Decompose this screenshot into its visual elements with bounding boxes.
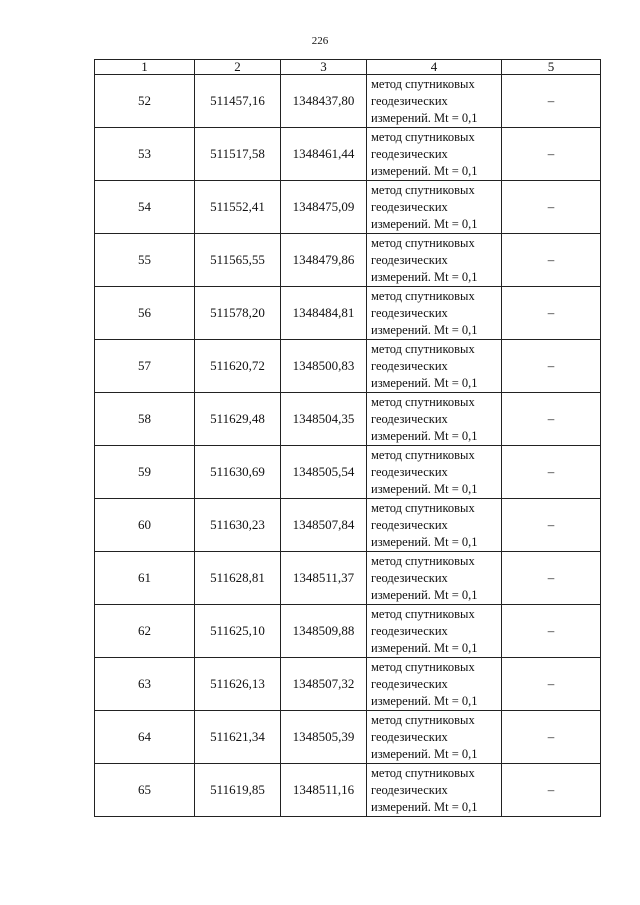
method-line: геодезических <box>371 358 448 373</box>
method-cell <box>367 658 502 711</box>
method-line: геодезических <box>371 517 448 532</box>
method-line: метод спутниковых <box>371 235 475 250</box>
x-coordinate-cell: 511517,58 <box>195 128 281 181</box>
method-cell <box>367 711 502 764</box>
note-cell: – <box>502 234 601 287</box>
method-line: геодезических <box>371 729 448 744</box>
x-coordinate-cell: 511565,55 <box>195 234 281 287</box>
method-line: метод спутниковых <box>371 129 475 144</box>
table-row <box>95 287 601 340</box>
method-line: измерений. Mt = 0,1 <box>371 110 478 125</box>
note-cell: – <box>502 393 601 446</box>
method-line: метод спутниковых <box>371 765 475 780</box>
y-coordinate-cell: 1348511,37 <box>281 552 367 605</box>
method-line: метод спутниковых <box>371 447 475 462</box>
y-coordinate-cell: 1348507,84 <box>281 499 367 552</box>
method-line: измерений. Mt = 0,1 <box>371 693 478 708</box>
point-number-cell: 59 <box>95 446 195 499</box>
table-row <box>95 128 601 181</box>
method-line: метод спутниковых <box>371 288 475 303</box>
y-coordinate-cell: 1348511,16 <box>281 764 367 817</box>
method-line: метод спутниковых <box>371 500 475 515</box>
method-line: измерений. Mt = 0,1 <box>371 640 478 655</box>
point-number-cell: 63 <box>95 658 195 711</box>
method-line: геодезических <box>371 93 448 108</box>
table-row <box>95 605 601 658</box>
method-line: геодезических <box>371 676 448 691</box>
method-line: метод спутниковых <box>371 76 475 91</box>
method-line: измерений. Mt = 0,1 <box>371 534 478 549</box>
table-row <box>95 181 601 234</box>
point-number-cell: 52 <box>95 75 195 128</box>
note-cell: – <box>502 499 601 552</box>
method-line: метод спутниковых <box>371 659 475 674</box>
y-coordinate-cell: 1348437,80 <box>281 75 367 128</box>
x-coordinate-cell: 511626,13 <box>195 658 281 711</box>
point-number-cell: 62 <box>95 605 195 658</box>
y-coordinate-cell: 1348505,54 <box>281 446 367 499</box>
point-number-cell: 55 <box>95 234 195 287</box>
method-line: метод спутниковых <box>371 341 475 356</box>
table-row <box>95 499 601 552</box>
note-cell: – <box>502 181 601 234</box>
y-coordinate-cell: 1348504,35 <box>281 393 367 446</box>
point-number-cell: 61 <box>95 552 195 605</box>
method-cell <box>367 499 502 552</box>
method-line: измерений. Mt = 0,1 <box>371 587 478 602</box>
point-number-cell: 65 <box>95 764 195 817</box>
x-coordinate-cell: 511628,81 <box>195 552 281 605</box>
column-header-5: 5 <box>502 60 601 75</box>
method-line: метод спутниковых <box>371 182 475 197</box>
note-cell: – <box>502 287 601 340</box>
y-coordinate-cell: 1348461,44 <box>281 128 367 181</box>
method-cell <box>367 234 502 287</box>
method-line: измерений. Mt = 0,1 <box>371 322 478 337</box>
table-row <box>95 446 601 499</box>
point-number-cell: 64 <box>95 711 195 764</box>
note-cell: – <box>502 446 601 499</box>
method-cell <box>367 446 502 499</box>
x-coordinate-cell: 511629,48 <box>195 393 281 446</box>
y-coordinate-cell: 1348479,86 <box>281 234 367 287</box>
method-cell <box>367 287 502 340</box>
point-number-cell: 58 <box>95 393 195 446</box>
note-cell: – <box>502 605 601 658</box>
y-coordinate-cell: 1348484,81 <box>281 287 367 340</box>
method-line: геодезических <box>371 464 448 479</box>
coordinates-table <box>94 59 601 817</box>
page-number: 226 <box>311 35 329 47</box>
note-cell: – <box>502 711 601 764</box>
x-coordinate-cell: 511619,85 <box>195 764 281 817</box>
method-line: измерений. Mt = 0,1 <box>371 746 478 761</box>
y-coordinate-cell: 1348509,88 <box>281 605 367 658</box>
table-row <box>95 393 601 446</box>
method-cell <box>367 340 502 393</box>
point-number-cell: 56 <box>95 287 195 340</box>
method-line: измерений. Mt = 0,1 <box>371 375 478 390</box>
table-row <box>95 75 601 128</box>
method-cell <box>367 552 502 605</box>
note-cell: – <box>502 764 601 817</box>
method-line: метод спутниковых <box>371 553 475 568</box>
table-row <box>95 711 601 764</box>
table-header <box>95 60 601 75</box>
method-cell <box>367 181 502 234</box>
x-coordinate-cell: 511578,20 <box>195 287 281 340</box>
column-header-2: 2 <box>195 60 281 75</box>
method-line: геодезических <box>371 146 448 161</box>
method-line: геодезических <box>371 305 448 320</box>
method-line: измерений. Mt = 0,1 <box>371 799 478 814</box>
note-cell: – <box>502 658 601 711</box>
method-cell <box>367 605 502 658</box>
table-body <box>95 75 601 817</box>
method-cell <box>367 75 502 128</box>
method-line: геодезических <box>371 199 448 214</box>
point-number-cell: 57 <box>95 340 195 393</box>
method-line: геодезических <box>371 782 448 797</box>
note-cell: – <box>502 128 601 181</box>
method-line: геодезических <box>371 570 448 585</box>
header-row <box>95 60 601 75</box>
method-cell <box>367 393 502 446</box>
method-line: измерений. Mt = 0,1 <box>371 269 478 284</box>
method-line: метод спутниковых <box>371 394 475 409</box>
note-cell: – <box>502 552 601 605</box>
note-cell: – <box>502 75 601 128</box>
x-coordinate-cell: 511620,72 <box>195 340 281 393</box>
column-header-4: 4 <box>367 60 502 75</box>
y-coordinate-cell: 1348500,83 <box>281 340 367 393</box>
x-coordinate-cell: 511630,23 <box>195 499 281 552</box>
method-line: геодезических <box>371 411 448 426</box>
table-row <box>95 340 601 393</box>
x-coordinate-cell: 511625,10 <box>195 605 281 658</box>
method-line: метод спутниковых <box>371 606 475 621</box>
column-header-1: 1 <box>95 60 195 75</box>
method-line: геодезических <box>371 623 448 638</box>
method-line: измерений. Mt = 0,1 <box>371 481 478 496</box>
x-coordinate-cell: 511630,69 <box>195 446 281 499</box>
point-number-cell: 53 <box>95 128 195 181</box>
method-cell <box>367 128 502 181</box>
note-cell: – <box>502 340 601 393</box>
method-line: измерений. Mt = 0,1 <box>371 216 478 231</box>
y-coordinate-cell: 1348507,32 <box>281 658 367 711</box>
table-row <box>95 234 601 287</box>
column-header-3: 3 <box>281 60 367 75</box>
method-line: геодезических <box>371 252 448 267</box>
y-coordinate-cell: 1348505,39 <box>281 711 367 764</box>
method-line: измерений. Mt = 0,1 <box>371 163 478 178</box>
method-cell <box>367 764 502 817</box>
table-row <box>95 552 601 605</box>
x-coordinate-cell: 511552,41 <box>195 181 281 234</box>
table-row <box>95 764 601 817</box>
x-coordinate-cell: 511457,16 <box>195 75 281 128</box>
x-coordinate-cell: 511621,34 <box>195 711 281 764</box>
point-number-cell: 54 <box>95 181 195 234</box>
table-row <box>95 658 601 711</box>
method-line: метод спутниковых <box>371 712 475 727</box>
point-number-cell: 60 <box>95 499 195 552</box>
method-line: измерений. Mt = 0,1 <box>371 428 478 443</box>
y-coordinate-cell: 1348475,09 <box>281 181 367 234</box>
